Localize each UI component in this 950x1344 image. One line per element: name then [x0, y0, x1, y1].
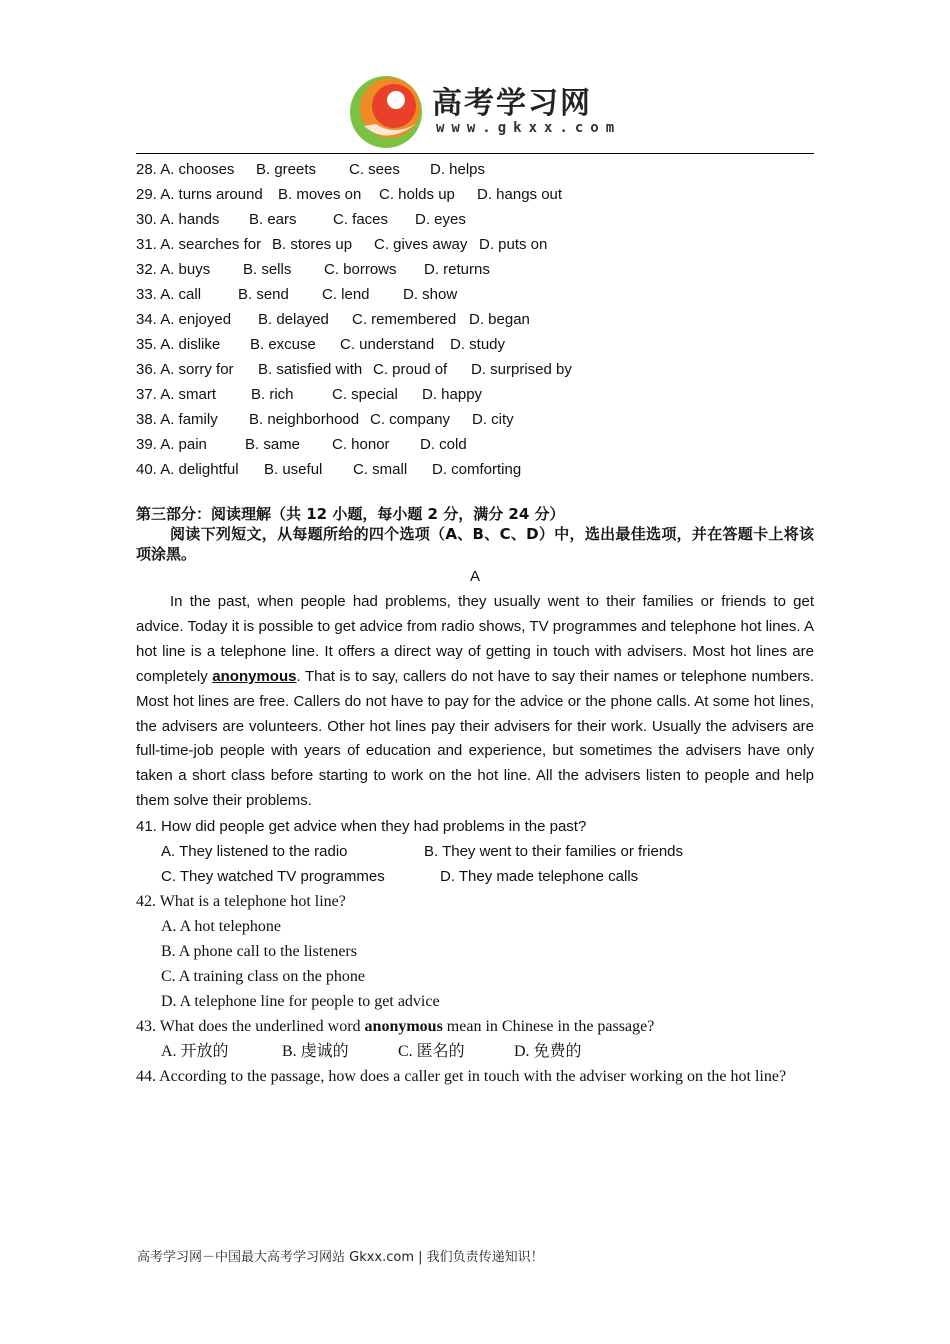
option-b: B. sells: [243, 261, 292, 278]
option-d: D. puts on: [479, 236, 548, 253]
site-logo: [346, 66, 622, 152]
bold-word: anonymous: [364, 1018, 443, 1036]
option-b: B. excuse: [250, 336, 316, 353]
option-a: 30. A. hands: [136, 211, 220, 228]
option-a: 36. A. sorry for: [136, 361, 234, 378]
cloze-option-row: [136, 407, 814, 432]
option-b: B. send: [238, 286, 289, 303]
cloze-option-row: [136, 457, 814, 482]
section-title: 第三部分：阅读理解（共 12 小题，每小题 2 分，满分 24 分）: [136, 505, 565, 523]
option-c: C. A training class on the phone: [161, 968, 365, 986]
option-a: 39. A. pain: [136, 436, 207, 453]
option-a: 33. A. call: [136, 286, 202, 303]
option-c: C. holds up: [379, 186, 455, 203]
option-b: B. A phone call to the listeners: [161, 943, 357, 961]
cloze-option-row: [136, 232, 814, 257]
option-d: D. began: [469, 311, 530, 328]
option-d: D. show: [403, 286, 458, 303]
cloze-option-row: [136, 157, 814, 182]
option-d: D. helps: [430, 161, 486, 178]
option-a: 28. A. chooses: [136, 161, 235, 178]
option-a: A. A hot telephone: [161, 918, 281, 936]
option-c: C. small: [353, 461, 408, 478]
option-c: C. borrows: [324, 261, 397, 278]
option-c: C. lend: [322, 286, 370, 303]
logo-text: 高考学习网: [432, 86, 592, 121]
option-b: B. neighborhood: [249, 411, 360, 428]
document-body: [136, 157, 814, 1089]
option-d: D. comforting: [432, 461, 522, 478]
option-b: B. satisfied with: [258, 361, 363, 378]
option-b: B. stores up: [272, 236, 353, 253]
option-d: D. 免费的: [514, 1043, 582, 1061]
option-a: A. They listened to the radio: [161, 843, 348, 861]
section-instructions: 阅读下列短文，从每题所给的四个选项（A、B、C、D）中，选出最佳选项，并在答题卡上将该项涂黑。: [136, 525, 814, 563]
question-41: 41. How did people get advice when they had problems in the past?: [136, 818, 587, 836]
underlined-word: anonymous: [212, 667, 297, 685]
option-c: C. special: [332, 386, 398, 403]
question-42: 42. What is a telephone hot line?: [136, 893, 346, 911]
option-c: C. faces: [333, 211, 389, 228]
question-43: 43. What does the underlined word anonymous mean in Chinese in the passage?: [136, 1018, 655, 1036]
option-b: B. useful: [264, 461, 323, 478]
option-a: 34. A. enjoyed: [136, 311, 232, 328]
option-c: C. honor: [332, 436, 390, 453]
option-d: D. They made telephone calls: [440, 868, 639, 886]
option-c: C. proud of: [373, 361, 448, 378]
option-b: B. rich: [251, 386, 294, 403]
question-44: 44. According to the passage, how does a caller get in touch with the adviser working on the hot line?: [136, 1068, 787, 1086]
option-d: D. city: [472, 411, 514, 428]
option-c: C. 匿名的: [398, 1043, 465, 1061]
option-a: 37. A. smart: [136, 386, 217, 403]
cloze-option-row: [136, 257, 814, 282]
logo-swirl-icon: [346, 66, 426, 152]
option-d: D. study: [450, 336, 506, 353]
option-d: D. hangs out: [477, 186, 563, 203]
cloze-options-list: [136, 157, 814, 482]
option-a: 40. A. delightful: [136, 461, 239, 478]
option-a: A. 开放的: [161, 1043, 229, 1061]
option-c: C. company: [370, 411, 451, 428]
cloze-option-row: [136, 207, 814, 232]
option-b: B. greets: [256, 161, 317, 178]
option-c: C. sees: [349, 161, 400, 178]
option-d: D. returns: [424, 261, 490, 278]
question-41-options-row-1: [136, 839, 814, 864]
option-b: B. 虔诚的: [282, 1043, 349, 1061]
cloze-option-row: [136, 307, 814, 332]
option-c: C. remembered: [352, 311, 457, 328]
option-d: D. A telephone line for people to get advice: [161, 993, 440, 1011]
option-b: B. delayed: [258, 311, 329, 328]
option-d: D. surprised by: [471, 361, 572, 378]
option-c: C. gives away: [374, 236, 468, 253]
option-c: C. understand: [340, 336, 435, 353]
option-b: B. They went to their families or friends: [424, 843, 683, 861]
option-d: D. happy: [422, 386, 483, 403]
option-b: B. moves on: [278, 186, 362, 203]
cloze-option-row: [136, 382, 814, 407]
option-c: C. They watched TV programmes: [161, 868, 385, 886]
page-footer: 高考学习网－中国最大高考学习网站 Gkxx.com | 我们负责传递知识！: [137, 1250, 544, 1265]
option-a: 29. A. turns around: [136, 186, 263, 203]
option-b: B. ears: [249, 211, 297, 228]
option-a: 38. A. family: [136, 411, 218, 428]
passage-text: In the past, when people had problems, they usually went to their families or friends to get advice. Today it is possible to get advice from radio shows, TV programmes and telephone hot lines. A hot line is a telephone line. It offers a direct way of getting in touch with advisers. Most hot lines are completely anonymous. That is to say, callers do not have to say their names or telephone numbers. Most hot lines are free. Callers do not have to pay for the advice or the phone calls. At some hot lines, the advisers are volunteers. Other hot lines pay their advisers for their work. Usually the advisers are full-time-job people with years of education and experience, but sometimes the advisers have only taken a short class before starting to work on the hot line. All the advisers listen to people and help them solve their problems.: [136, 593, 814, 810]
option-d: D. cold: [420, 436, 467, 453]
option-b: B. same: [245, 436, 301, 453]
cloze-option-row: [136, 357, 814, 382]
option-a: 31. A. searches for: [136, 236, 262, 253]
passage-label: A: [469, 568, 480, 585]
option-d: D. eyes: [415, 211, 466, 228]
logo-url: www.gkxx.com: [436, 120, 622, 136]
question-41-options-row-2: [136, 864, 814, 889]
cloze-option-row: [136, 332, 814, 357]
option-a: 32. A. buys: [136, 261, 211, 278]
option-a: 35. A. dislike: [136, 336, 221, 353]
cloze-option-row: [136, 432, 814, 457]
question-43-options: [136, 1039, 814, 1064]
cloze-option-row: [136, 282, 814, 307]
header-divider: [136, 153, 814, 154]
cloze-option-row: [136, 182, 814, 207]
